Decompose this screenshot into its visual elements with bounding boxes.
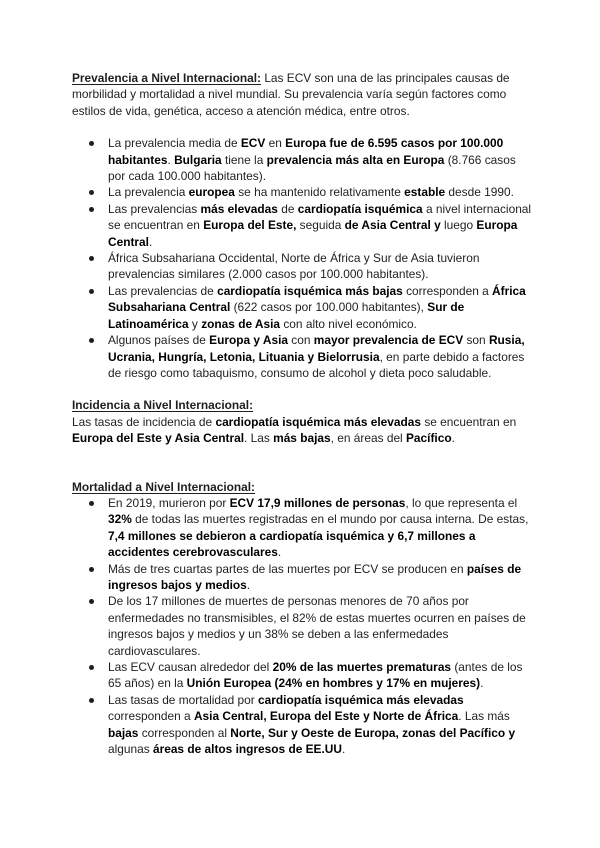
- text-run: .: [451, 431, 455, 446]
- text-run: De los 17 millones de muertes de personas menores de 70 años por enfermedades no transmisibles, el 82% de estas muertes ocurren en países de ingresos bajos y medios y un 38% se deben a las enfermedades cardiovasculares.: [108, 594, 526, 658]
- document-page: [72, 70, 532, 757]
- mortalidad-bullet-list: [72, 495, 532, 758]
- bold-text: Europa Central: [108, 218, 518, 249]
- text-run: con alto nivel económico.: [280, 316, 417, 331]
- list-item: [72, 201, 532, 250]
- bold-text: áreas de altos ingresos de EE.UU: [152, 742, 342, 757]
- text-run: se ha mantenido relativamente: [234, 185, 405, 200]
- list-item: [72, 332, 532, 381]
- list-item: [72, 593, 532, 659]
- text-run: de: [277, 201, 298, 216]
- bold-text: estable: [404, 185, 446, 200]
- text-run: luego: [440, 218, 477, 233]
- bullet-icon: [89, 141, 94, 146]
- text-run: En 2019, murieron por: [108, 495, 230, 510]
- bold-text: europea: [188, 185, 235, 200]
- text-run: (8.766 casos por cada 100.000 habitantes).: [108, 152, 516, 184]
- bullet-icon: [89, 665, 94, 670]
- bold-text: Unión Europea (24% en hombres y 17% en mujeres): [186, 676, 481, 691]
- list-item: [72, 561, 532, 594]
- text-run: Algunos países de: [108, 333, 210, 348]
- text-run: (antes de los 65 años) en la: [108, 660, 523, 691]
- bullet-icon: [89, 501, 94, 506]
- bold-text: 20% de las muertes prematuras: [272, 660, 452, 674]
- prevalencia-heading: Prevalencia a Nivel Internacional:: [72, 71, 262, 85]
- bold-text: 7,4 millones se debieron a cardiopatía isquémica y 6,7 millones a accidentes cerebrovasculares: [108, 528, 476, 560]
- bullet-icon: [89, 207, 94, 212]
- text-run: Las ECV causan alrededor del: [108, 660, 273, 674]
- mortalidad-heading-line: [72, 479, 532, 495]
- text-run: se encuentran en: [421, 414, 517, 429]
- incidencia-heading: Incidencia a Nivel Internacional:: [72, 398, 254, 413]
- section-prevalencia: [72, 70, 532, 119]
- incidencia-body: [72, 414, 532, 447]
- text-run: .: [246, 577, 251, 592]
- bold-text: Europa del Este,: [203, 218, 297, 233]
- section-mortalidad: [72, 479, 532, 758]
- text-run: .: [480, 676, 484, 691]
- text-run: Las tasas de incidencia de: [72, 414, 216, 429]
- prevalencia-intro-paragraph: [72, 70, 532, 119]
- bold-text: Bulgaria: [174, 152, 222, 167]
- text-run: en: [265, 136, 286, 151]
- text-run: corresponden a: [402, 283, 493, 298]
- bold-text: más elevadas: [200, 201, 278, 216]
- incidencia-heading-line: [72, 397, 532, 413]
- text-run: .: [277, 545, 282, 560]
- bold-text: Europa fue de 6.595 casos por 100.000 habitantes: [108, 136, 504, 167]
- text-run: con: [288, 333, 314, 348]
- bold-text: Norte, Sur y Oeste de Europa, zonas del Pacífico y: [230, 725, 516, 740]
- text-run: algunas: [108, 742, 153, 757]
- bold-text: más bajas: [273, 431, 331, 446]
- bold-text: bajas: [108, 725, 139, 740]
- bullet-icon: [89, 338, 94, 343]
- text-run: .: [148, 234, 153, 249]
- prevalencia-bullet-list: [72, 135, 532, 381]
- bullet-icon: [89, 289, 94, 294]
- bold-text: cardiopatía isquémica más elevadas: [258, 692, 464, 707]
- text-run: Las prevalencias de: [108, 283, 218, 298]
- text-run: .: [341, 742, 346, 757]
- bold-text: Rusia, Ucrania, Hungría, Letonia, Lituania y Bielorrusia: [108, 333, 525, 364]
- text-run: . Las: [244, 431, 274, 446]
- text-run: . Las más: [458, 709, 510, 724]
- text-run: corresponden al: [138, 725, 231, 740]
- text-run: tiene la: [221, 152, 267, 167]
- bold-text: zonas de Asia: [201, 316, 281, 331]
- text-run: , en áreas del: [330, 431, 406, 446]
- text-run: La prevalencia media de: [108, 136, 241, 151]
- text-run: La prevalencia: [108, 185, 189, 200]
- bold-text: cardiopatía isquémica más elevadas: [215, 414, 422, 429]
- list-item: [72, 283, 532, 332]
- bold-text: Europa y Asia: [209, 333, 288, 348]
- text-run: seguida: [296, 218, 345, 233]
- bold-text: mayor prevalencia de ECV: [313, 333, 464, 348]
- text-run: .: [167, 152, 175, 167]
- bold-text: países de ingresos bajos y medios: [108, 561, 522, 592]
- text-run: , lo que representa el: [405, 495, 518, 510]
- text-run: de todas las muertes registradas en el mundo por causa interna. De estas,: [131, 512, 529, 527]
- bold-text: 32%: [108, 512, 132, 527]
- bold-text: Europa del Este y Asia Central: [72, 431, 245, 446]
- text-run: son: [463, 333, 489, 348]
- text-run: , en parte debido a factores de riesgo como tabaquismo, consumo de alcohol y dieta poco saludable.: [108, 349, 525, 380]
- text-run: (622 casos por 100.000 habitantes),: [230, 300, 428, 315]
- mortalidad-heading: Mortalidad a Nivel Internacional:: [72, 479, 256, 494]
- text-run: Más de tres cuartas partes de las muertes por ECV se producen en: [108, 561, 467, 576]
- text-run: desde 1990.: [445, 185, 514, 200]
- bullet-icon: [89, 698, 94, 703]
- text-run: a nivel internacional se encuentran en: [108, 201, 532, 233]
- bold-text: Pacífico: [406, 431, 452, 446]
- text-run: y: [188, 316, 202, 331]
- bold-text: prevalencia más alta en Europa: [266, 152, 445, 167]
- bullet-icon: [89, 599, 94, 604]
- bold-text: cardiopatía isquémica: [297, 201, 423, 216]
- list-item: [72, 250, 532, 283]
- bold-text: cardiopatía isquémica más bajas: [217, 283, 403, 298]
- list-item: [72, 184, 532, 200]
- text-run: Las tasas de mortalidad por: [108, 692, 259, 707]
- bold-text: África Subsahariana Central: [108, 283, 526, 315]
- section-incidencia: [72, 397, 532, 446]
- list-item: [72, 495, 532, 561]
- prevalencia-intro: Las ECV son una de las principales causas de morbilidad y mortalidad a nivel mundial. Su prevalencia varía según factores como estilos de vida, genética, acceso a atención médica, entre otros.: [72, 71, 510, 118]
- text-run: Las prevalencias: [108, 201, 201, 216]
- bold-text: de Asia Central y: [344, 218, 441, 233]
- bold-text: ECV 17,9 millones de personas: [229, 495, 406, 510]
- bold-text: Sur de Latinoamérica: [108, 300, 465, 331]
- text-run: África Subsahariana Occidental, Norte de África y Sur de Asia tuvieron prevalencias similares (2.000 casos por 100.000 habitantes).: [108, 251, 480, 282]
- list-item: [72, 659, 532, 692]
- bullet-icon: [89, 256, 94, 261]
- list-item: [72, 692, 532, 758]
- list-item: [72, 135, 532, 184]
- bold-text: ECV: [240, 136, 266, 151]
- bold-text: Asia Central, Europa del Este y Norte de África: [193, 709, 459, 724]
- text-run: corresponden a: [108, 709, 194, 724]
- bullet-icon: [89, 567, 94, 572]
- bullet-icon: [89, 190, 94, 195]
